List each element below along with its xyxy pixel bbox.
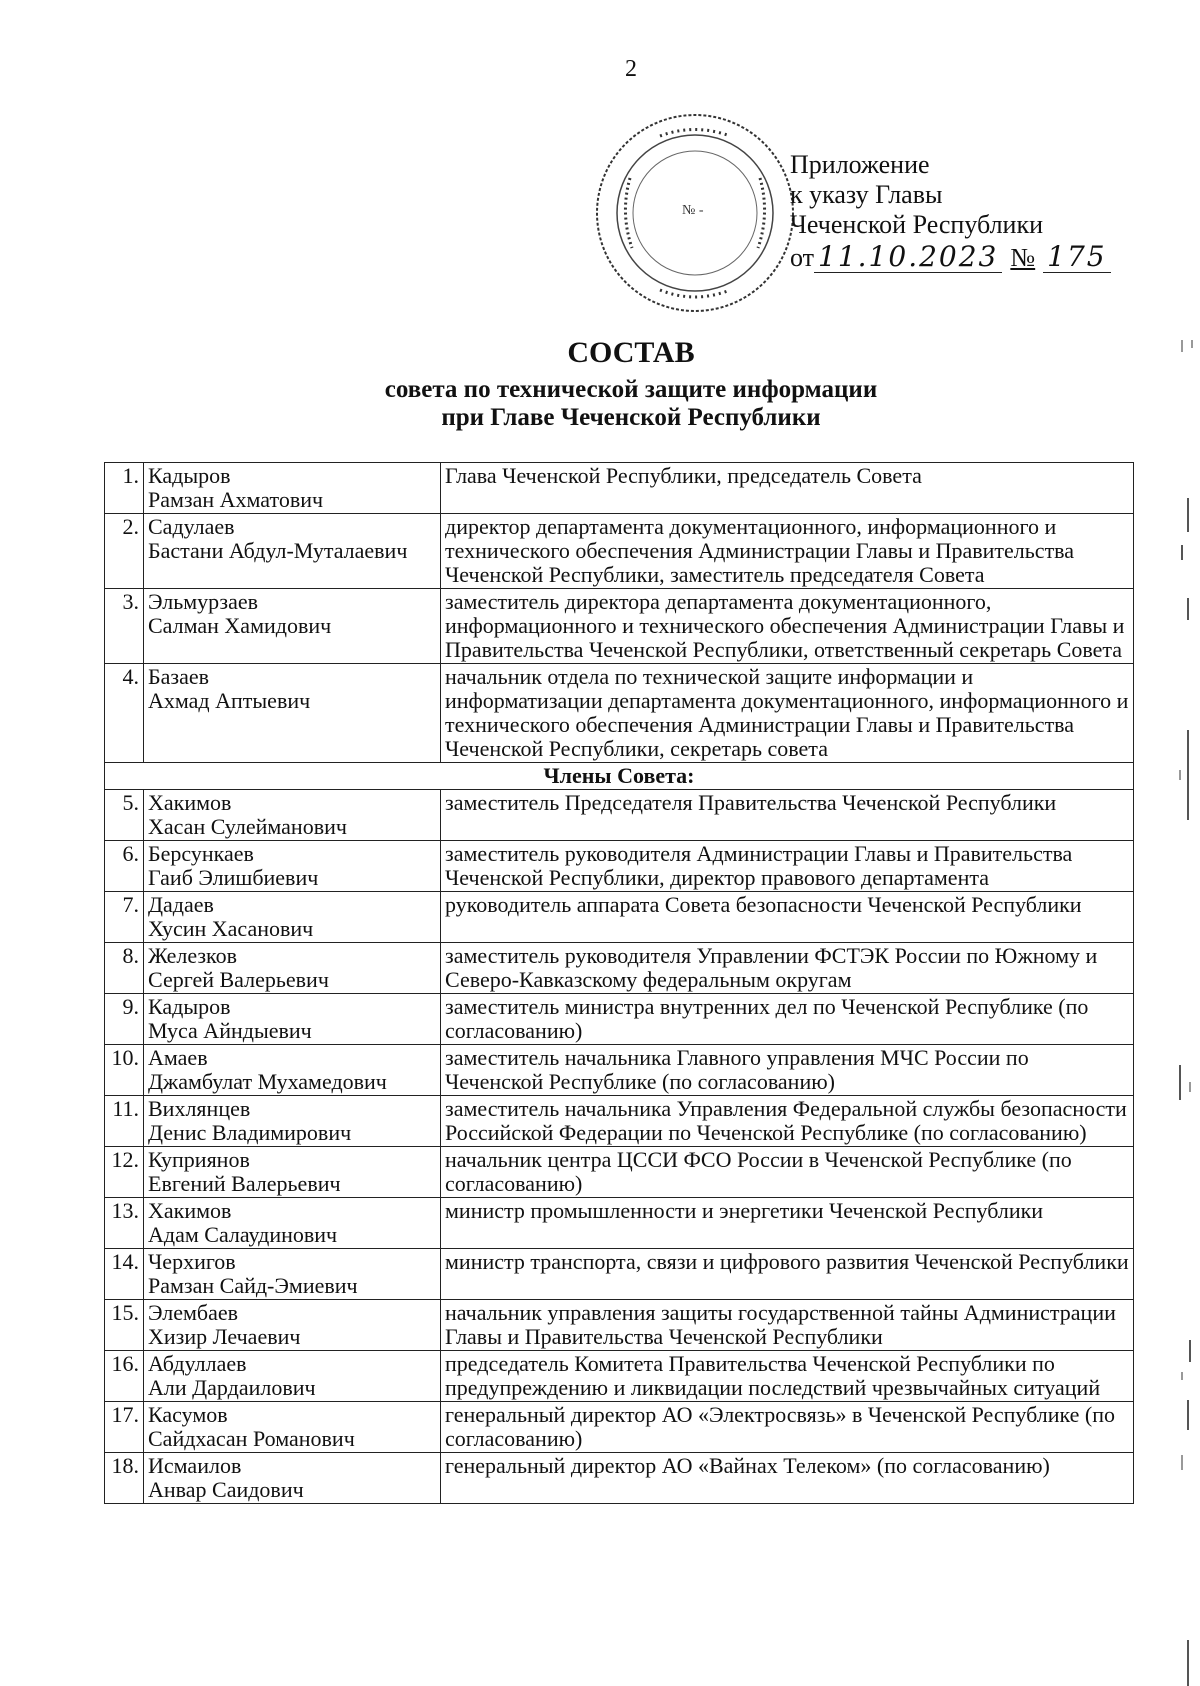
member-surname: Берсункаев: [148, 841, 254, 866]
row-number: 3.: [105, 589, 144, 664]
roster-row: [105, 994, 1134, 1045]
document-subtitle: [0, 376, 1200, 432]
member-name-cell: [144, 943, 441, 994]
member-given-names: Муса Айндыевич: [148, 1018, 312, 1043]
member-surname: Железков: [148, 943, 238, 968]
member-position: заместитель Председателя Правительства Чеченской Республики: [441, 790, 1134, 841]
member-given-names: Сайдхасан Романович: [148, 1426, 355, 1451]
roster-row: [105, 790, 1134, 841]
row-number: 4.: [105, 664, 144, 763]
member-name-cell: [144, 994, 441, 1045]
row-number: 11.: [105, 1096, 144, 1147]
subtitle-line-1: совета по технической защите информации: [384, 376, 878, 403]
member-name-cell: [144, 1351, 441, 1402]
row-number: 2.: [105, 514, 144, 589]
row-number: 16.: [105, 1351, 144, 1402]
roster-row: [105, 589, 1134, 664]
roster-row: [105, 841, 1134, 892]
roster-row: [105, 1147, 1134, 1198]
roster-row: [105, 943, 1134, 994]
roster-row: [105, 514, 1134, 589]
member-position: министр промышленности и энергетики Чеченской Республики: [441, 1198, 1134, 1249]
member-surname: Элембаев: [148, 1300, 239, 1325]
row-number: 6.: [105, 841, 144, 892]
row-number: 12.: [105, 1147, 144, 1198]
member-surname: Амаев: [148, 1045, 208, 1070]
member-surname: Садулаев: [148, 514, 235, 539]
member-name-cell: [144, 1402, 441, 1453]
appendix-decree-ref: к указу Главы: [790, 180, 943, 209]
member-given-names: Адам Салаудинович: [148, 1222, 338, 1247]
member-position: начальник центра ЦССИ ФСО России в Чеченской Республике (по согласованию): [441, 1147, 1134, 1198]
member-name-cell: [144, 790, 441, 841]
member-position: заместитель директора департамента документационного, информационного и технического обеспечения Администрации Главы и Правительства Чеченской Республики, ответственный секретарь Совета: [441, 589, 1134, 664]
member-position: генеральный директор АО «Электросвязь» в Чеченской Республике (по согласованию): [441, 1402, 1134, 1453]
members-section-row: [105, 763, 1134, 790]
member-given-names: Хусин Хасанович: [148, 916, 314, 941]
member-surname: Вихлянцев: [148, 1096, 251, 1121]
member-name-cell: [144, 841, 441, 892]
row-number: 15.: [105, 1300, 144, 1351]
member-surname: Хакимов: [148, 1198, 232, 1223]
member-given-names: Евгений Валерьевич: [148, 1171, 341, 1196]
document-title: СОСТАВ: [567, 336, 695, 369]
member-name-cell: [144, 1096, 441, 1147]
member-given-names: Рамзан Ахматович: [148, 487, 324, 512]
roster-row: [105, 1249, 1134, 1300]
official-seal-stamp: [590, 108, 800, 318]
member-surname: Абдуллаев: [148, 1351, 247, 1376]
subtitle-line-2: при Главе Чеченской Республики: [441, 404, 821, 431]
member-surname: Кадыров: [148, 994, 231, 1019]
member-position: министр транспорта, связи и цифрового развития Чеченской Республики: [441, 1249, 1134, 1300]
decree-number: 175: [1043, 242, 1110, 273]
row-number: 1.: [105, 463, 144, 514]
row-number: 9.: [105, 994, 144, 1045]
row-number: 7.: [105, 892, 144, 943]
member-name-cell: [144, 1198, 441, 1249]
member-surname: Дадаев: [148, 892, 214, 917]
member-given-names: Сергей Валерьевич: [148, 967, 329, 992]
number-label: №: [1010, 243, 1036, 272]
members-section-header: Члены Совета:: [105, 763, 1134, 790]
member-surname: Кадыров: [148, 463, 231, 488]
member-name-cell: [144, 589, 441, 664]
member-name-cell: [144, 1147, 441, 1198]
member-given-names: Гаиб Элишбиевич: [148, 865, 319, 890]
member-given-names: Анвар Саидович: [148, 1477, 304, 1502]
member-position: председатель Комитета Правительства Чеченской Республики по предупреждению и ликвидации последствий чрезвычайных ситуаций: [441, 1351, 1134, 1402]
row-number: 14.: [105, 1249, 144, 1300]
roster-row: [105, 664, 1134, 763]
member-position: заместитель руководителя Администрации Главы и Правительства Чеченской Республики, директор правового департамента: [441, 841, 1134, 892]
member-surname: Хакимов: [148, 790, 232, 815]
member-surname: Базаев: [148, 664, 210, 689]
member-position: заместитель министра внутренних дел по Чеченской Республике (по согласованию): [441, 994, 1134, 1045]
row-number: 5.: [105, 790, 144, 841]
roster-row: [105, 892, 1134, 943]
member-position: генеральный директор АО «Вайнах Телеком» (по согласованию): [441, 1453, 1134, 1504]
member-given-names: Джамбулат Мухамедович: [148, 1069, 387, 1094]
member-name-cell: [144, 1249, 441, 1300]
member-position: директор департамента документационного, информационного и технического обеспечения Администрации Главы и Правительства Чеченской Республики, заместитель председателя Совета: [441, 514, 1134, 589]
decree-date: 11.10.2023: [814, 242, 1002, 273]
roster-row: [105, 1045, 1134, 1096]
member-name-cell: [144, 463, 441, 514]
row-number: 18.: [105, 1453, 144, 1504]
appendix-block: [790, 150, 1111, 273]
member-position: Глава Чеченской Республики, председатель Совета: [441, 463, 1134, 514]
member-position: заместитель руководителя Управлении ФСТЭК России по Южному и Северо-Кавказскому федеральным округам: [441, 943, 1134, 994]
member-position: начальник отдела по технической защите информации и информатизации департамента документационного, информационного и технического обеспечения Администрации Главы и Правительства Чеченской Республики, секретарь совета: [441, 664, 1134, 763]
member-name-cell: [144, 664, 441, 763]
member-given-names: Ахмад Аптыевич: [148, 688, 311, 713]
member-position: руководитель аппарата Совета безопасности Чеченской Республики: [441, 892, 1134, 943]
member-position: начальник управления защиты государственной тайны Администрации Главы и Правительства Чеченской Республики: [441, 1300, 1134, 1351]
row-number: 8.: [105, 943, 144, 994]
member-given-names: Салман Хамидович: [148, 613, 332, 638]
member-name-cell: [144, 892, 441, 943]
row-number: 17.: [105, 1402, 144, 1453]
member-surname: Куприянов: [148, 1147, 250, 1172]
member-name-cell: [144, 1300, 441, 1351]
roster-row: [105, 1300, 1134, 1351]
appendix-title: Приложение: [790, 150, 930, 179]
roster-row: [105, 1198, 1134, 1249]
member-given-names: Денис Владимирович: [148, 1120, 352, 1145]
roster-row: [105, 1351, 1134, 1402]
member-name-cell: [144, 514, 441, 589]
member-given-names: Хасан Сулейманович: [148, 814, 347, 839]
member-name-cell: [144, 1453, 441, 1504]
scan-margin-marks: [1160, 0, 1200, 1686]
member-surname: Исмаилов: [148, 1453, 242, 1478]
roster-row: [105, 463, 1134, 514]
date-prefix: от: [790, 243, 815, 272]
member-surname: Черхигов: [148, 1249, 236, 1274]
member-name-cell: [144, 1045, 441, 1096]
roster-row: [105, 1402, 1134, 1453]
member-position: заместитель начальника Главного управления МЧС России по Чеченской Республике (по согласованию): [441, 1045, 1134, 1096]
member-surname: Эльмурзаев: [148, 589, 259, 614]
appendix-date-line: [790, 242, 1111, 273]
member-given-names: Рамзан Сайд-Эмиевич: [148, 1273, 358, 1298]
member-position: заместитель начальника Управления Федеральной службы безопасности Российской Федерации по Чеченской Республике (по согласованию): [441, 1096, 1134, 1147]
appendix-republic: Чеченской Республики: [790, 210, 1044, 239]
member-surname: Касумов: [148, 1402, 228, 1427]
roster-row: [105, 1453, 1134, 1504]
page-number: 2: [625, 56, 637, 82]
seal-center-text: № -: [682, 203, 704, 218]
row-number: 10.: [105, 1045, 144, 1096]
roster-row: [105, 1096, 1134, 1147]
member-given-names: Бастани Абдул-Муталаевич: [148, 538, 408, 563]
member-given-names: Али Дардаилович: [148, 1375, 316, 1400]
council-roster-table: [104, 462, 1134, 1504]
row-number: 13.: [105, 1198, 144, 1249]
member-given-names: Хизир Лечаевич: [148, 1324, 301, 1349]
